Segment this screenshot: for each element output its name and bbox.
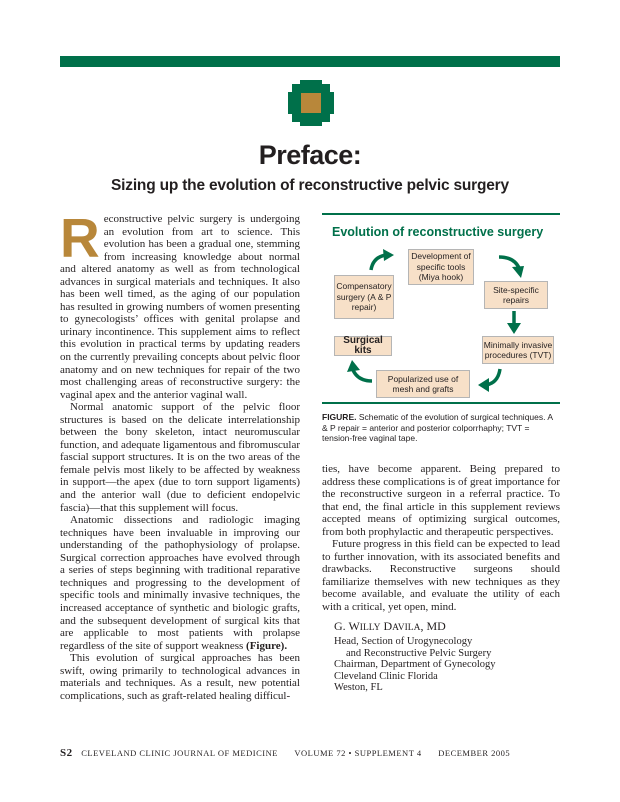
arrow-up-left-icon (346, 359, 376, 385)
box-specific-tools: Development of specific tools (Miya hook) (408, 249, 474, 285)
arrow-down-icon (506, 311, 522, 335)
box-mesh-grafts: Popularized use of mesh and grafts (376, 370, 470, 398)
arrow-down-right-icon (496, 253, 526, 279)
author-title-line: and Reconstructive Pelvic Surgery (346, 647, 492, 659)
page-subtitle: Sizing up the evolution of reconstructive pelvic surgery (111, 177, 509, 194)
page-footer (60, 747, 560, 759)
body-paragraph-1: Reconstructive pelvic surgery is undergoing an evolution from art to science. This evolution has been a gradual one, stemming from increasing knowledge about normal and altered anatomy as well as from technological advances in surgical materials and techniques. It also has been well timed, as the aging of our population has resulted in growing numbers of women presenting to gynecologists’ offices with genital prolapse and urinary incontinence. This supplement aims to reflect this evolution in practical terms by updating readers on the currently prevailing concepts about pelvic floor anatomy and on new techniques for repair of the two most challenging areas of reconstructive surgery: the vaginal apex and the anterior vaginal wall. (60, 207, 300, 401)
author-title-line: Head, Section of Urogynecology (334, 636, 473, 648)
arrow-up-right-icon (366, 249, 396, 273)
author-title-line: Chairman, Department of Gynecology (334, 659, 496, 671)
arrow-down-left-icon (476, 367, 506, 393)
page-title: Preface: (258, 140, 362, 170)
author-name: G. WILLY DAVILA, MD (334, 619, 446, 633)
body-column-right (322, 463, 560, 614)
box-site-specific-repairs: Site-specific repairs (484, 281, 548, 309)
body-paragraph-4: This evolution of surgical approaches has been swift, owing primarily to technological advances in materials and techniques. As a result, new potential complications, such as graft-related healing difficul- (60, 652, 300, 702)
box-minimally-invasive: Minimally invasive procedures (TVT) (482, 336, 554, 364)
author-affiliation: Cleveland Clinic Florida (334, 670, 438, 682)
body-paragraph-2: Normal anatomic support of the pelvic floor structures is based on the delicate interrelationship between the bony skeleton, intact neuromuscular function, and adequate ligamentous and fibromuscular fascial support structures. It is on the two areas of the female pelvis most likely to be affected by weakness in support—the apex (due to torn support ligaments) and the anterior wall (due to deficient endopelvic fascia)—that this supplement will focus. (60, 401, 300, 514)
journal-volume: VOLUME 72 • SUPPLEMENT 4 (294, 748, 422, 758)
journal-logo (288, 80, 334, 126)
body-paragraph-3: Anatomic dissections and radiologic imaging techniques have been invaluable in improving our understanding of the pathophysiology of prolapse. Surgical correction approaches have evolved through a series of steps beginning with traditional reparative techniques and progressing to the development of specific tools and minimally invasive techniques, the increased acceptance of synthetic and biologic grafts, and the subsequent development of surgical kits that are applicable to most patients with prolapse regardless of the site of support weakness (Figure). (60, 514, 300, 652)
author-signature (334, 621, 496, 693)
page-number: S2 (60, 747, 73, 759)
journal-date: DECEMBER 2005 (438, 748, 511, 758)
evolution-figure (322, 213, 560, 404)
body-paragraph-6: Future progress in this field can be expected to lead to further innovation, with its associated benefits and drawbacks. Reconstructive surgeons should familiarize themselves with new techniques as they become available, and evaluate the utility of each with a critical, yet open, mind. (322, 538, 560, 614)
figure-caption: FIGURE. Schematic of the evolution of surgical techniques. A & P repair = anterior and posterior colporrhaphy; TVT = tension-free vaginal tape. (322, 412, 553, 443)
top-color-bar (60, 56, 560, 67)
body-paragraph-5: ties, have become apparent. Being prepared to address these complications is of great importance for the reconstructive surgeon in a referral practice. To that end, the final article in this supplement reviews accepted means of optimizing surgical outcomes, from both prophylactic and therapeutic perspectives. (322, 463, 560, 538)
figure-title: Evolution of reconstructive surgery (332, 225, 544, 239)
journal-name: CLEVELAND CLINIC JOURNAL OF MEDICINE (81, 748, 278, 758)
box-surgical-kits: Surgical kits (334, 336, 392, 356)
box-compensatory-surgery: Compensatory surgery (A & P repair) (334, 275, 394, 319)
body-column-left (60, 207, 300, 702)
author-location: Weston, FL (334, 682, 383, 694)
drop-cap: R (60, 207, 100, 269)
figure-reference: (Figure). (246, 639, 288, 652)
